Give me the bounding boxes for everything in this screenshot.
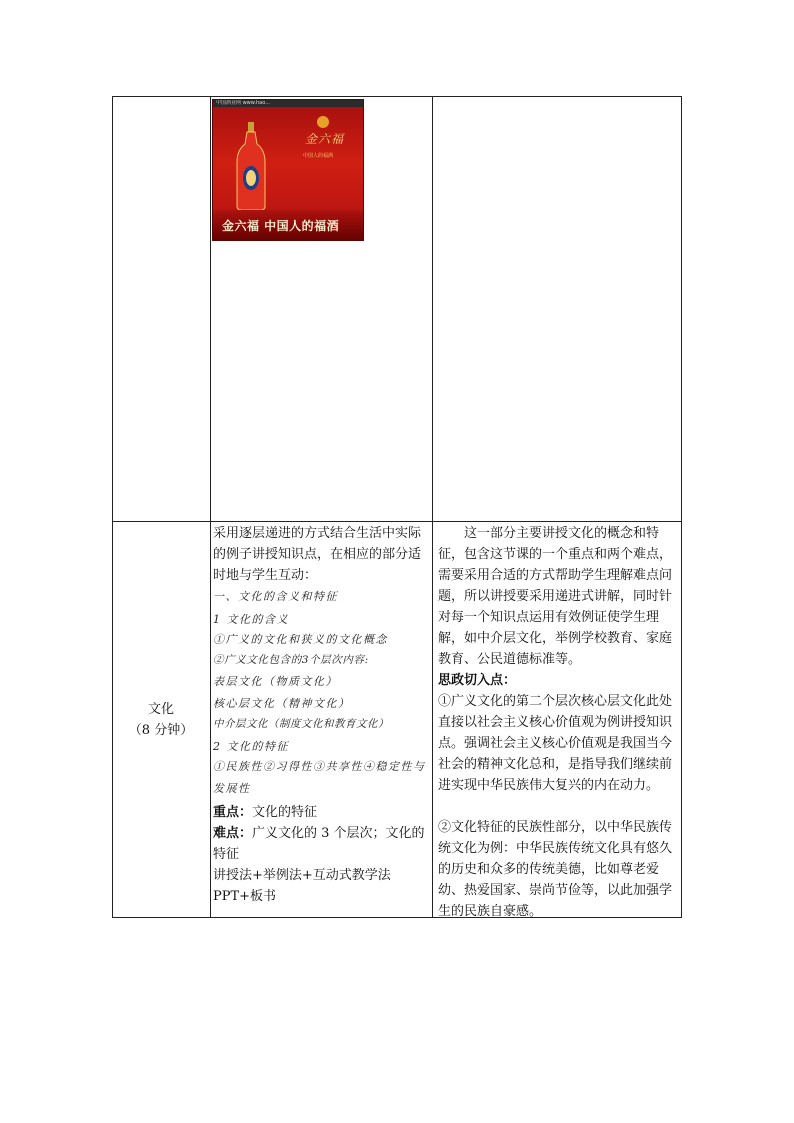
handwritten-line-7: 中介层文化（制度文化和教育文化）: [213, 718, 389, 730]
difficult-point-label: 难点：: [213, 826, 253, 841]
ideology-label: 思政切入点：: [438, 673, 517, 688]
row-divider: [112, 521, 682, 522]
ideology-point-1: ①广义文化的第二个层次核心层文化此处直接以社会主义核心价值观为例讲授知识点。强调社会主义核心价值观是我国当今社会的精神文化总和，是指导我们继续前进实现中华民族伟大复兴的内在动力。: [438, 694, 673, 793]
handwritten-line-9: ①民族性②习得性③共享性④稳定性与发展性: [213, 760, 426, 795]
column-divider-2: [432, 96, 433, 918]
table-top-border: [112, 96, 682, 97]
table-left-border: [112, 96, 113, 918]
section-title: 文化: [147, 702, 174, 717]
liquor-bottle-icon: [235, 122, 267, 210]
key-point-label: 重点：: [213, 805, 253, 820]
handwritten-line-5: 表层文化（物质文化）: [213, 675, 338, 688]
ad-logo-text: 金六福: [305, 132, 345, 146]
table-right-border: [681, 96, 682, 918]
liquor-advertisement-image: [212, 99, 364, 241]
teaching-method-text: 讲授法+举例法+互动式教学法: [213, 868, 391, 883]
key-point-text: 文化的特征: [252, 805, 318, 820]
handwritten-line-1: 一、文化的含义和特征: [213, 590, 338, 603]
handwritten-line-8: 2 文化的特征: [213, 740, 289, 753]
handwritten-line-4: ②广义文化包含的3个层次内容:: [213, 654, 369, 666]
difficult-point: [213, 823, 429, 865]
handwritten-line-6: 核心层文化（精神文化）: [213, 697, 351, 710]
ad-top-bar-text: 中国酒业网 www.hao...: [216, 100, 270, 106]
teaching-tools-text: PPT+板书: [213, 889, 277, 904]
difficult-point-text: 广义文化的 3 个层次；文化的特征: [213, 826, 425, 862]
notes-paragraph: 这一部分主要讲授文化的概念和特征，包含这节课的一个重点和两个难点，需要采用合适的方式帮助学生理解难点问题，所以讲授要采用递进式讲解，同时针对每一个知识点运用有效例证使学生理解，如中介层文化，举例学校教育、家庭教育、公民道德标准等。: [438, 526, 673, 667]
ad-banner-text: 金六福 中国人的福酒: [222, 219, 340, 233]
ad-seal-icon: [317, 116, 329, 128]
handwritten-line-2: 1 文化的含义: [213, 613, 289, 626]
ad-banner: [213, 210, 363, 240]
ad-browser-bar: [213, 100, 363, 107]
column-divider-1: [210, 96, 211, 918]
section-duration: （8 分钟）: [128, 723, 194, 738]
method-intro: 采用逐层递进的方式结合生活中实际的例子讲授知识点，在相应的部分适时地与学生互动：: [213, 526, 422, 583]
ideology-point-2: ②文化特征的民族性部分，以中华民族传统文化为例：中华民族传统文化具有悠久的历史和众多的传统美德，比如尊老爱幼、热爱国家、崇尚节俭等，以此加强学生的民族自豪感。: [438, 820, 673, 919]
ad-tagline: 中国人的福酒: [303, 153, 334, 159]
key-point: [213, 802, 317, 823]
handwritten-line-3: ①广义的文化和狭义的文化概念: [213, 633, 388, 646]
lesson-plan-table: [112, 96, 682, 918]
